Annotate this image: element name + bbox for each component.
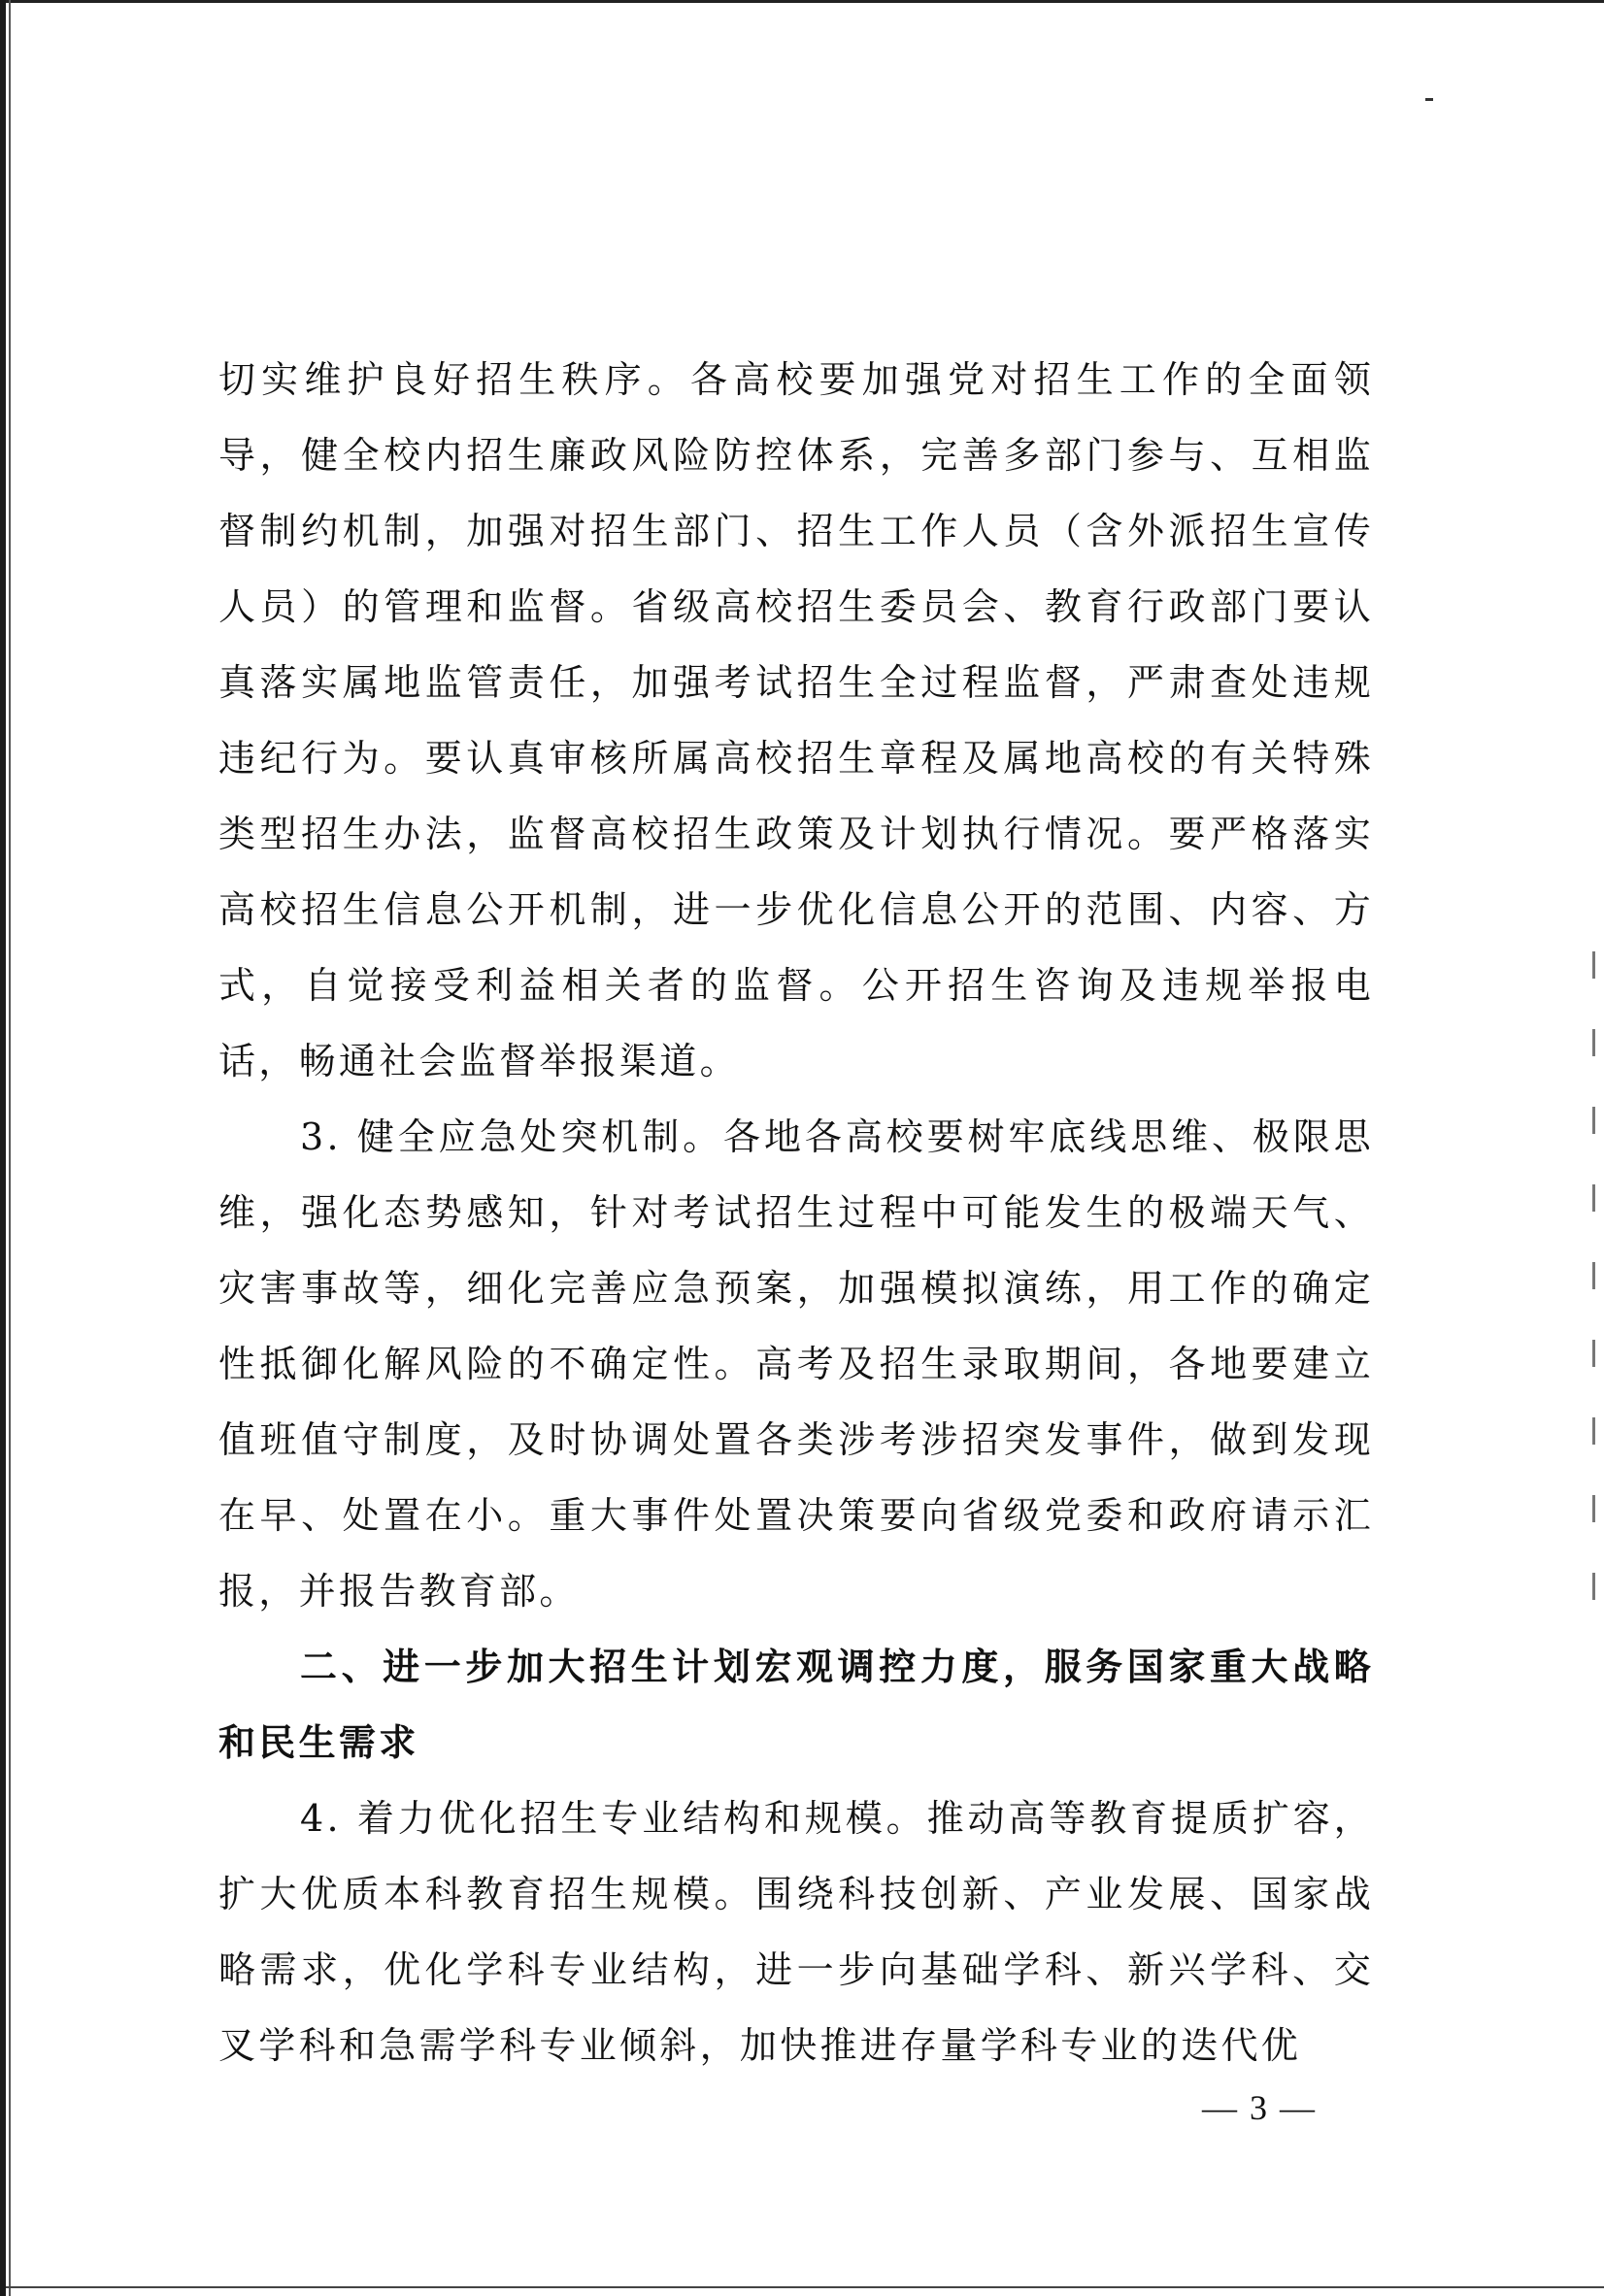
section-heading-2: 二、进一步加大招生计划宏观调控力度，服务国家重大战略和民生需求 [218, 1646, 1374, 1764]
scan-right-marks [1592, 951, 1595, 1631]
scan-edge-top [0, 0, 1604, 3]
document-body [218, 342, 1374, 2083]
scan-speck [1425, 98, 1433, 101]
scan-bottom-line [6, 2286, 1604, 2288]
scan-edge-left [0, 0, 6, 2296]
page-number: — 3 — [1202, 2088, 1317, 2127]
paragraph-3: 3. 健全应急处突机制。各地各高校要树牢底线思维、极限思维，强化态势感知，针对考试招生过程中可能发生的极端天气、灾害事故等，细化完善应急预案，加强模拟演练，用工作的确定性抵御化解风险的不确定性。高考及招生录取期间，各地要建立值班值守制度，及时协调处置各类涉考涉招突发事件，做到发现在早、处置在小。重大事件处置决策要向省级党委和政府请示汇报，并报告教育部。 [218, 1115, 1374, 1613]
scan-edge-left-inner [9, 0, 11, 2296]
paragraph-continued: 切实维护良好招生秩序。各高校要加强党对招生工作的全面领导，健全校内招生廉政风险防控体系，完善多部门参与、互相监督制约机制，加强对招生部门、招生工作人员（含外派招生宣传人员）的管理和监督。省级高校招生委员会、教育行政部门要认真落实属地监管责任，加强考试招生全过程监督，严肃查处违规违纪行为。要认真审核所属高校招生章程及属地高校的有关特殊类型招生办法，监督高校招生政策及计划执行情况。要严格落实高校招生信息公开机制，进一步优化信息公开的范围、内容、方式，自觉接受利益相关者的监督。公开招生咨询及违规举报电话，畅通社会监督举报渠道。 [218, 358, 1374, 1082]
paragraph-4: 4. 着力优化招生专业结构和规模。推动高等教育提质扩容，扩大优质本科教育招生规模。围绕科技创新、产业发展、国家战略需求，优化学科专业结构，进一步向基础学科、新兴学科、交叉学科和急需学科专业倾斜，加快推进存量学科专业的迭代优 [218, 1797, 1374, 2067]
